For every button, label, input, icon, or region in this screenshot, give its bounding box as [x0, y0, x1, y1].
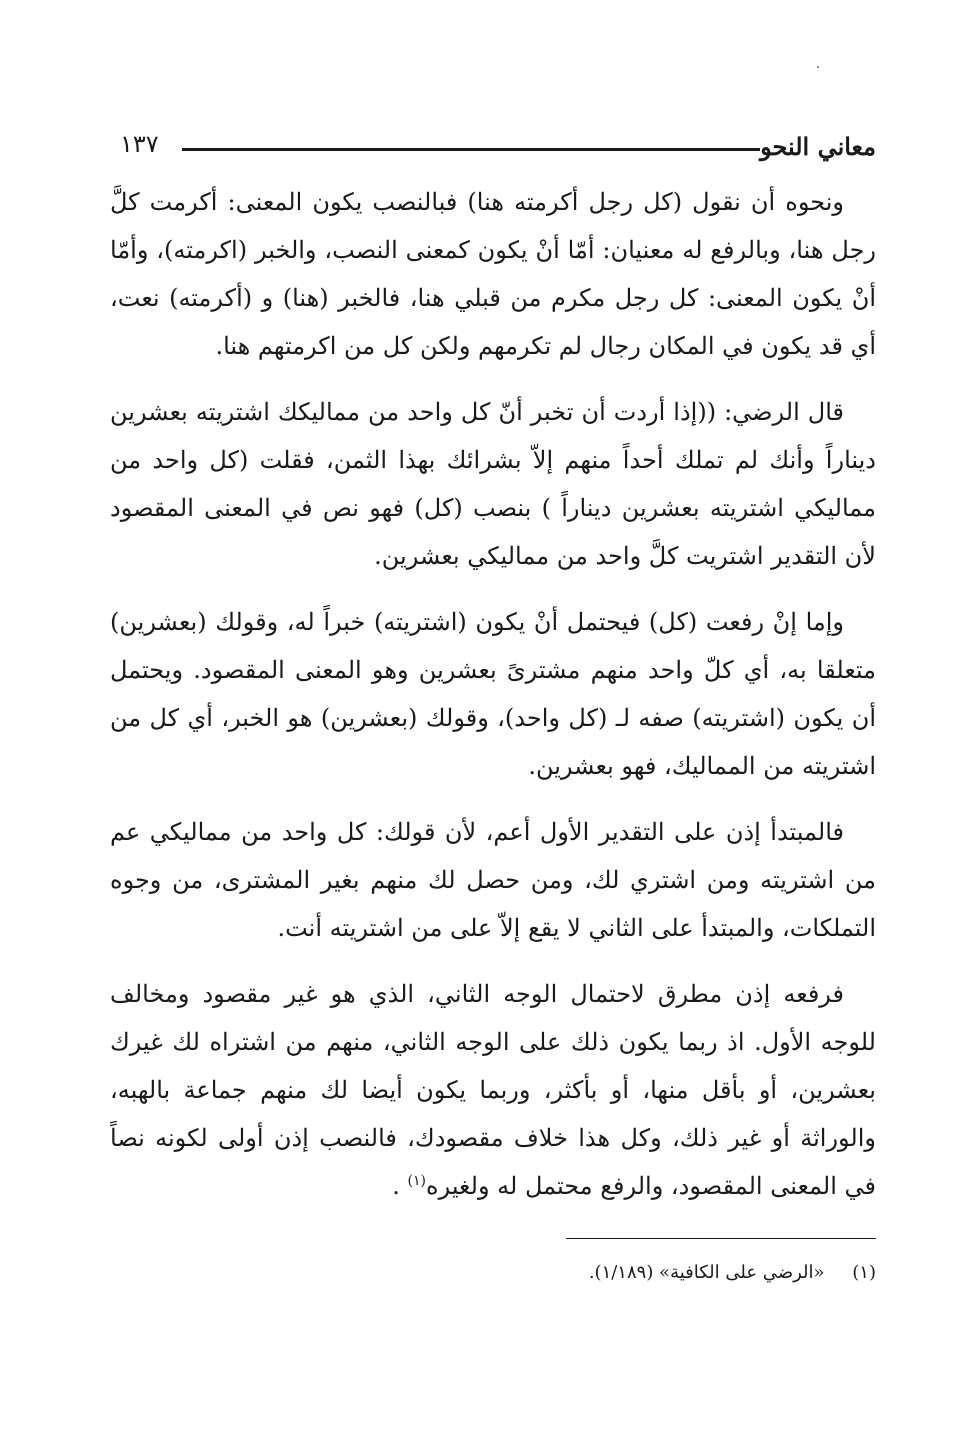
header-rule [182, 148, 760, 151]
book-title: معاني النحو [760, 132, 876, 161]
document-page [110, 0, 876, 1429]
paragraph: ونحوه أن نقول (كل رجل أكرمته هنا) فبالنصب يكون المعنى: أكرمت كلَّ رجل هنا، وبالرفع له معنيان: أمّا أنْ يكون كمعنى النصب، والخبر (اكرمته)، وأمّا أنْ يكون المعنى: كل رجل مكرم من قبلي هنا، فالخبر (هنا) و (أكرمته) نعت، أي قد يكون في المكان رجال لم تكرمهم ولكن كل من اكرمتهم هنا. [110, 188, 876, 360]
running-header [110, 128, 876, 168]
paragraph: قال الرضي: ((إذا أردت أن تخبر أنّ كل واحد من مماليكك اشتريته بعشرين ديناراً وأنك لم تملك أحداً منهم إلاّ بشرائك بهذا الثمن، فقلت (كل واحد من مماليكي اشتريته بعشرين ديناراً ) بنصب (كل) فهو نص في المعنى المقصود لأن التقدير اشتريت كلَّ واحد من مماليكي بعشرين. [110, 398, 876, 570]
footnote [589, 1262, 876, 1283]
paragraph: فالمبتدأ إذن على التقدير الأول أعم، لأن قولك: كل واحد من مماليكي عم من اشتريته ومن اشتري لك، ومن حصل لك منهم بغير المشترى، من وجوه التملكات، والمبتدأ على الثاني لا يقع إلاّ على من اشتريته أنت. [110, 818, 876, 942]
body-text [110, 178, 876, 1228]
paragraph: وإما إنْ رفعت (كل) فيحتمل أنْ يكون (اشتريته) خبراً له، وقولك (بعشرين) متعلقا به، أي كلّ واحد منهم مشترىً بعشرين وهو المعنى المقصود. ويحتمل أن يكون (اشتريته) صفه لـ (كل واحد)، وقولك (بعشرين) هو الخبر، أي كل من اشتريته من المماليك، فهو بعشرين. [110, 608, 876, 780]
footnote-text: «الرضي على الكافية» (١/١٨٩). [588, 1262, 825, 1283]
footnote-number: (١) [852, 1262, 876, 1283]
page-number: ١٣٧ [120, 130, 159, 158]
paragraph-end: . [392, 1172, 400, 1200]
paragraph-with-footnote [110, 970, 876, 1210]
footnote-rule [566, 1238, 876, 1239]
footnote-reference[interactable]: (١) [407, 1173, 426, 1189]
paragraph-text: فرفعه إذن مطرق لاحتمال الوجه الثاني، الذي هو غير مقصود ومخالف للوجه الأول. اذ ربما يكون ذلك على الوجه الثاني، منهم من اشتراه لك غيرك بعشرين، أو بأقل منها، أو بأكثر، وربما يكون أيضا لك منهم جماعة بالهبه، والوراثة أو غير ذلك، وكل هذا خلاف مقصودك، فالنصب إذن أولى لكونه نصاً في المعنى المقصود، والرفع محتمل له ولغيره [110, 980, 876, 1200]
